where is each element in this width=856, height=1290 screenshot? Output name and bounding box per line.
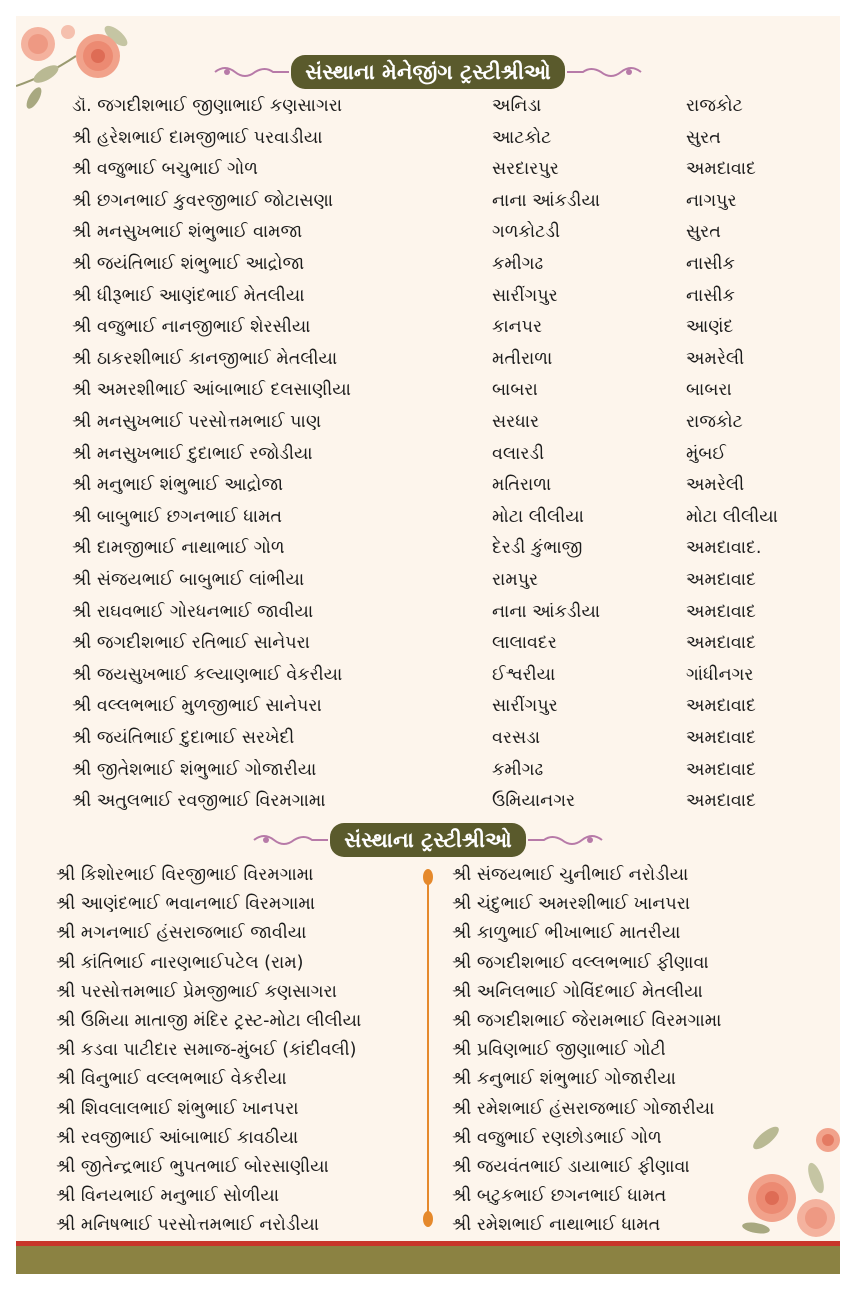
trustee-name: શ્રી જીતેશભાઈ શંભુભાઈ ગોજારીયા (72, 759, 317, 780)
trustee-village: નાના આંકડીયા (492, 601, 601, 622)
trustee-name: ડૉ. જગદીશભાઈ જીણાભાઈ કણસાગરા (72, 96, 343, 116)
managing-trustee-row (0, 502, 856, 534)
managing-trustee-row (0, 281, 856, 313)
trustee-village: સરધાર (492, 412, 540, 432)
flower-decoration-bottom-right (736, 1118, 840, 1242)
divider-top-ornament-icon (421, 868, 435, 886)
trustee-right-item: શ્રી ચંદુભાઈ અમરશીભાઈ ખાનપરા (452, 894, 691, 915)
managing-trustee-row (0, 123, 856, 155)
trustee-city: ગાંધીનગર (686, 664, 754, 685)
trustee-village: કાનપર (492, 317, 543, 338)
trustee-left-item: શ્રી રવજીભાઈ આંબાભાઈ કાવઠીયા (56, 1127, 299, 1148)
trustee-name: શ્રી વજુભાઈ નાનજીભાઈ શેરસીયા (72, 317, 311, 338)
trustee-village: મતિરાળા (492, 475, 552, 496)
trustee-right-item: શ્રી કાળુભાઈ ભીખાભાઈ માતરીયા (452, 923, 681, 944)
managing-trustee-row (0, 565, 856, 597)
trustee-name: શ્રી અમરશીભાઈ આંબાભાઈ દલસાણીયા (72, 380, 351, 401)
trustee-name: શ્રી ધીરૂભાઈ આણંદભાઈ મેતલીયા (72, 285, 305, 306)
trustee-city: બાબરા (686, 380, 732, 401)
trustee-name: શ્રી બાબુભાઈ છગનભાઈ ધામત (72, 506, 283, 527)
managing-trustees-heading (180, 52, 676, 92)
trustee-city: અમદાવાદ (686, 696, 756, 717)
trustee-name: શ્રી હરેશભાઈ દામજીભાઈ પરવાડીયા (72, 127, 323, 148)
trustee-left-item: શ્રી આણંદભાઈ ભવાનભાઈ વિરમગામા (56, 894, 316, 915)
column-divider (426, 870, 430, 1220)
trustee-village: સરદારપુર (492, 159, 559, 180)
managing-trustee-row (0, 723, 856, 755)
trustee-name: શ્રી જગદીશભાઈ રતિભાઈ સાનેપરા (72, 633, 310, 654)
trustee-city: રાજકોટ (686, 96, 743, 116)
trustee-city: સુરત (686, 222, 721, 243)
trustee-village: કમીગઢ (492, 759, 544, 780)
trustee-city: અમદાવાદ (686, 759, 756, 780)
trustee-left-item: શ્રી જીતેન્દ્રભાઈ ભુપતભાઈ બોરસાણીયા (56, 1157, 329, 1177)
trustee-city: મોટા લીલીયા (686, 506, 778, 527)
trustee-city: અમદાવાદ (686, 601, 756, 622)
trustee-village: સારીંગપુર (492, 696, 558, 717)
trustee-city: અમરેલી (686, 475, 745, 496)
managing-trustee-row (0, 470, 856, 502)
managing-trustee-row (0, 312, 856, 344)
trustee-right-item: શ્રી પ્રવિણભાઈ જીણાભાઈ ગોટી (452, 1040, 666, 1061)
trustee-city: અમદાવાદ (686, 633, 756, 654)
trustee-name: શ્રી વલ્લભભાઈ મુળજીભાઈ સાનેપરા (72, 696, 322, 717)
divider-bottom-ornament-icon (421, 1210, 435, 1228)
trustee-right-item: શ્રી બટુકભાઈ છગનભાઈ ધામત (452, 1186, 667, 1207)
trustee-name: શ્રી જયંતિભાઈ શંભુભાઈ આદ્રોજા (72, 254, 305, 274)
swirl-ornament-icon (526, 830, 604, 850)
trustee-village: વલારડી (492, 443, 545, 464)
trustee-name: શ્રી રાઘવભાઈ ગોરધનભાઈ જાવીયા (72, 601, 314, 622)
managing-trustee-row (0, 186, 856, 218)
managing-trustee-row (0, 439, 856, 471)
trustee-city: અમરેલી (686, 348, 745, 369)
trustee-name: શ્રી મનસુખભાઈ દુદાભાઈ રજોડીયા (72, 443, 313, 464)
trustees-title: સંસ્થાના ટ્રસ્ટીશ્રીઓ (330, 823, 525, 857)
managing-trustee-row (0, 786, 856, 818)
managing-trustee-row (0, 249, 856, 281)
trustee-village: નાના આંકડીયા (492, 190, 601, 211)
trustee-right-item: શ્રી અનિલભાઈ ગોવિંદભાઈ મેતલીયા (452, 981, 703, 1002)
trustee-village: ઉમિયાનગર (492, 791, 576, 812)
trustee-village: આટકોટ (492, 127, 552, 148)
managing-trustee-row (0, 755, 856, 787)
trustee-village: કમીગઢ (492, 254, 544, 274)
trustee-village: વરસડા (492, 728, 541, 748)
trustee-city: અમદાવાદ (686, 791, 756, 812)
managing-trustee-row (0, 597, 856, 629)
trustee-right-item: શ્રી સંજયભાઈ ચુનીભાઈ નરોડીયા (452, 865, 689, 885)
trustee-name: શ્રી છગનભાઈ કુવરજીભાઈ જોટાસણા (72, 190, 334, 211)
trustee-name: શ્રી દામજીભાઈ નાથાભાઈ ગોળ (72, 538, 285, 559)
trustee-village: મોટા લીલીયા (492, 506, 584, 527)
trustee-right-item: શ્રી જગદીશભાઈ વલ્લભભાઈ ફીણાવા (452, 952, 709, 973)
trustee-left-item: શ્રી મનિષભાઈ પરસોત્તમભાઈ નરોડીયા (56, 1215, 320, 1236)
footer-olive-band (16, 1246, 840, 1274)
trustee-left-item: શ્રી કિશોરભાઈ વિરજીભાઈ વિરમગામા (56, 865, 314, 885)
managing-trustee-row (0, 660, 856, 692)
trustee-city: આણંદ (686, 317, 734, 338)
trustee-name: શ્રી જયંતિભાઈ દુદાભાઈ સરખેદી (72, 728, 295, 748)
trustee-left-item: શ્રી વિનયભાઈ મનુભાઈ સોળીયા (56, 1186, 279, 1207)
trustee-village: ગળકોટડી (492, 222, 560, 243)
trustee-left-item: શ્રી વિનુભાઈ વલ્લભભાઈ વેકરીયા (56, 1069, 287, 1090)
trustee-left-item: શ્રી કાંતિભાઈ નારણભાઈપટેલ (રામ) (56, 952, 304, 973)
trustee-city: સુરત (686, 127, 721, 148)
trustee-city: નાગપુર (686, 190, 737, 211)
trustee-village: અનિડા (492, 96, 542, 116)
managing-trustee-row (0, 375, 856, 407)
trustee-name: શ્રી મનુભાઈ શંભુભાઈ આદ્રોજા (72, 475, 284, 496)
trustee-village: દેરડી કુંભાજી (492, 538, 583, 559)
managing-trustee-row (0, 407, 856, 439)
trustee-right-item: શ્રી રમેશભાઈ હંસરાજભાઈ ગોજારીયા (452, 1098, 715, 1119)
trustee-name: શ્રી સંજયભાઈ બાબુભાઈ લાંભીયા (72, 570, 305, 590)
trustee-city: અમદાવાદ (686, 570, 756, 590)
swirl-ornament-icon (252, 830, 330, 850)
swirl-ornament-icon (565, 62, 643, 82)
trustee-right-item: શ્રી વજુભાઈ રણછોડભાઈ ગોળ (452, 1127, 662, 1148)
trustee-village: લાલાવદર (492, 633, 557, 654)
managing-trustee-row (0, 344, 856, 376)
trustee-city: રાજકોટ (686, 412, 743, 432)
trustee-right-item: શ્રી જગદીશભાઈ જેરામભાઈ વિરમગામા (452, 1011, 722, 1031)
managing-trustees-title: સંસ્થાના મેનેજીંગ ટ્રસ્ટીશ્રીઓ (291, 55, 564, 89)
trustee-left-item: શ્રી મગનભાઈ હંસરાજભાઈ જાવીયા (56, 923, 307, 944)
managing-trustee-row (0, 533, 856, 565)
trustee-village: મતીરાળા (492, 348, 553, 369)
trustee-left-item: શ્રી શિવલાલભાઈ શંભુભાઈ ખાનપરા (56, 1098, 299, 1119)
swirl-ornament-icon (213, 62, 291, 82)
trustee-name: શ્રી મનસુખભાઈ શંભુભાઈ વામજા (72, 222, 303, 243)
trustee-name: શ્રી વજુભાઈ બચુભાઈ ગોળ (72, 159, 258, 180)
trustee-city: અમદાવાદ (686, 159, 756, 180)
managing-trustee-row (0, 154, 856, 186)
trustee-city: અમદાવાદ. (686, 538, 762, 559)
trustee-city: અમદાવાદ (686, 728, 756, 748)
trustee-left-item: શ્રી પરસોત્તમભાઈ પ્રેમજીભાઈ કણસાગરા (56, 981, 337, 1002)
trustee-name: શ્રી ઠાકરશીભાઈ કાનજીભાઈ મેતલીયા (72, 348, 338, 369)
trustee-village: સારીંગપુર (492, 285, 558, 306)
trustee-name: શ્રી અતુલભાઈ રવજીભાઈ વિરમગામા (72, 791, 326, 812)
trustee-left-item: શ્રી કડવા પાટીદાર સમાજ-મુંબઈ (કાંદીવલી) (56, 1040, 357, 1061)
managing-trustee-row (0, 217, 856, 249)
trustee-village: ઈશ્વરીયા (492, 664, 556, 685)
trustee-left-item: શ્રી ઉમિયા માતાજી મંદિર ટ્રસ્ટ-મોટા લીલીયા (56, 1011, 362, 1031)
trustee-name: શ્રી જયસુખભાઈ કલ્યાણભાઈ વેકરીયા (72, 664, 343, 685)
managing-trustee-row (0, 691, 856, 723)
trustee-city: નાસીક (686, 254, 735, 274)
trustee-right-item: શ્રી જયવંતભાઈ ડાયાભાઈ ફીણાવા (452, 1157, 690, 1177)
managing-trustee-row (0, 91, 856, 123)
trustees-heading (240, 820, 616, 860)
managing-trustee-row (0, 628, 856, 660)
trustee-city: મુંબઈ (686, 443, 726, 464)
trustee-right-item: શ્રી કનુભાઈ શંભુભાઈ ગોજારીયા (452, 1069, 676, 1090)
trustee-city: નાસીક (686, 285, 735, 306)
trustee-village: બાબરા (492, 380, 538, 401)
trustee-right-item: શ્રી રમેશભાઈ નાથાભાઈ ધામત (452, 1215, 661, 1236)
trustee-village: રામપુર (492, 570, 539, 590)
trustee-name: શ્રી મનસુખભાઈ પરસોત્તમભાઈ પાણ (72, 412, 322, 432)
